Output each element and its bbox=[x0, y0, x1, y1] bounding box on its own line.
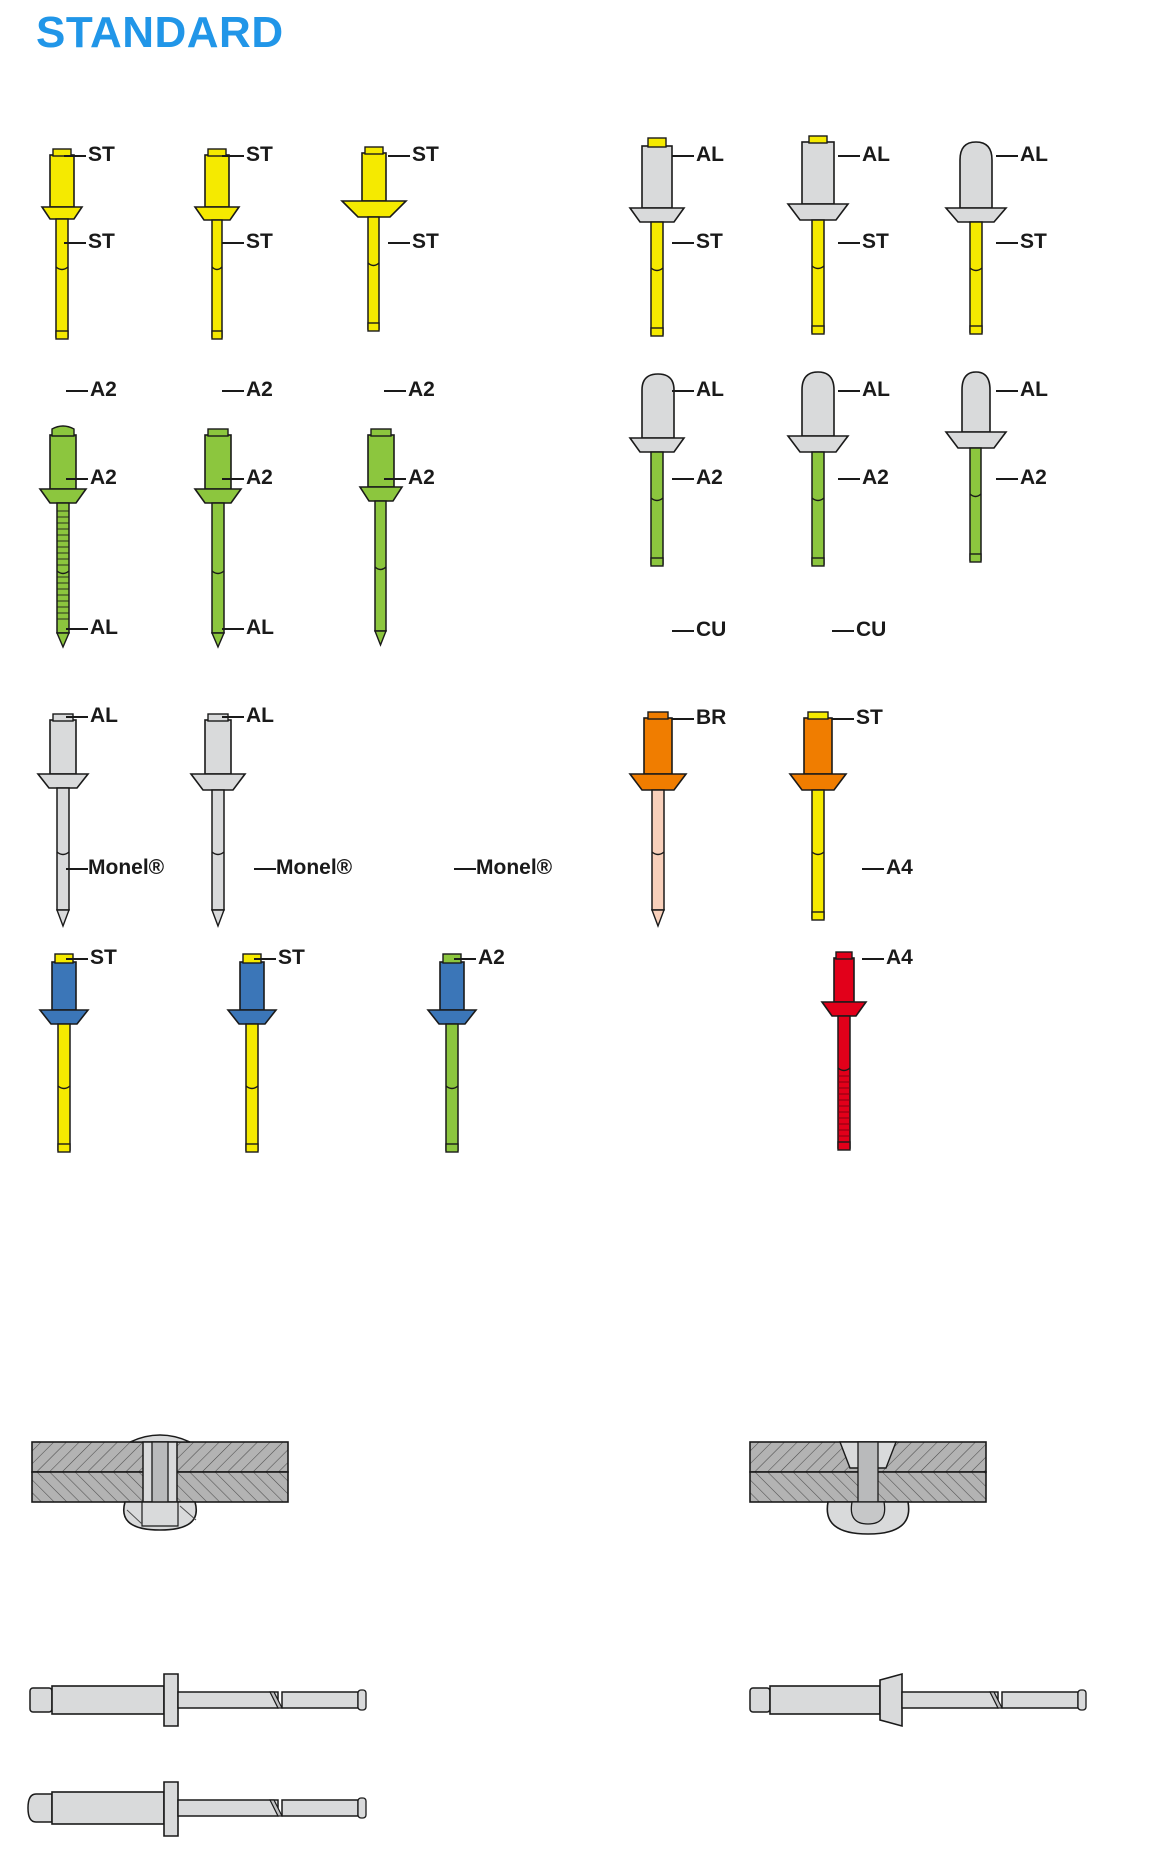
page-title: STANDARD bbox=[36, 8, 284, 57]
label-mandrel-material: ST bbox=[1020, 230, 1047, 253]
label-leader bbox=[384, 478, 406, 480]
label-leader bbox=[672, 630, 694, 632]
label-mandrel-material: ST bbox=[90, 946, 117, 969]
section-view-right bbox=[748, 1440, 998, 1570]
label-leader bbox=[64, 242, 86, 244]
rivet-al-st-dome bbox=[940, 128, 1020, 353]
label-mandrel-material: A2 bbox=[408, 466, 435, 489]
label-body-material: ST bbox=[88, 143, 115, 166]
rivet-monel-st-1 bbox=[30, 940, 100, 1185]
label-body-material: A2 bbox=[408, 378, 435, 401]
label-mandrel-material: ST bbox=[856, 706, 883, 729]
rivet-glyph bbox=[348, 415, 418, 660]
label-leader bbox=[672, 718, 694, 720]
label-leader bbox=[996, 242, 1018, 244]
label-body-material: CU bbox=[696, 618, 727, 641]
rivet-st-st-flat bbox=[185, 135, 255, 350]
label-leader bbox=[862, 868, 884, 870]
label-body-material: AL bbox=[1020, 378, 1048, 401]
label-mandrel-material: BR bbox=[696, 706, 727, 729]
side-elevation-glyph bbox=[28, 1780, 368, 1855]
label-leader bbox=[66, 958, 88, 960]
rivet-glyph bbox=[622, 128, 702, 353]
label-body-material: A4 bbox=[886, 856, 913, 879]
label-body-material: ST bbox=[412, 143, 439, 166]
label-leader bbox=[996, 478, 1018, 480]
label-leader bbox=[454, 868, 476, 870]
rivet-glyph bbox=[30, 700, 100, 945]
rivet-glyph bbox=[940, 360, 1020, 585]
label-mandrel-material: AL bbox=[90, 704, 118, 727]
label-body-material: AL bbox=[1020, 143, 1048, 166]
label-leader bbox=[388, 242, 410, 244]
section-view-left bbox=[30, 1440, 300, 1570]
label-mandrel-material: A2 bbox=[478, 946, 505, 969]
label-body-material: Monel® bbox=[276, 856, 353, 879]
label-leader bbox=[222, 155, 244, 157]
rivet-al-al-1 bbox=[30, 700, 100, 945]
label-mandrel-material: ST bbox=[278, 946, 305, 969]
rivet-al-st-flange bbox=[622, 128, 702, 353]
label-leader bbox=[66, 390, 88, 392]
label-mandrel-material: ST bbox=[246, 230, 273, 253]
label-leader bbox=[66, 628, 88, 630]
label-leader bbox=[66, 478, 88, 480]
label-leader bbox=[222, 478, 244, 480]
rivet-glyph bbox=[940, 128, 1020, 353]
label-body-material: AL bbox=[246, 616, 274, 639]
label-leader bbox=[454, 958, 476, 960]
label-body-material: AL bbox=[862, 143, 890, 166]
rivet-al-a2-flange bbox=[622, 360, 702, 585]
label-leader bbox=[996, 155, 1018, 157]
label-leader bbox=[672, 478, 694, 480]
label-leader bbox=[672, 390, 694, 392]
label-leader bbox=[388, 155, 410, 157]
label-body-material: AL bbox=[862, 378, 890, 401]
rivet-glyph bbox=[782, 360, 862, 585]
label-leader bbox=[384, 390, 406, 392]
label-leader bbox=[996, 390, 1018, 392]
label-mandrel-material: AL bbox=[246, 704, 274, 727]
rivet-glyph bbox=[185, 700, 255, 945]
rivet-glyph bbox=[185, 415, 255, 660]
rivet-al-a2-dome bbox=[782, 360, 862, 585]
rivet-a4-a4 bbox=[810, 940, 890, 1185]
label-leader bbox=[672, 155, 694, 157]
side-elevation-glyph bbox=[28, 1672, 368, 1742]
rivet-a2-a2-smooth bbox=[185, 415, 255, 660]
rivet-glyph bbox=[622, 700, 702, 945]
label-body-material: AL bbox=[90, 616, 118, 639]
label-leader bbox=[222, 390, 244, 392]
label-leader bbox=[222, 242, 244, 244]
rivet-cu-st bbox=[782, 700, 862, 945]
rivet-al-st-flat bbox=[782, 128, 862, 353]
label-mandrel-material: A2 bbox=[246, 466, 273, 489]
label-leader bbox=[832, 630, 854, 632]
rivet-glyph bbox=[782, 700, 862, 945]
side-view-left-dome-head bbox=[28, 1780, 368, 1855]
side-view-left-flat-head bbox=[28, 1672, 368, 1742]
rivet-al-a2-dome-2 bbox=[940, 360, 1020, 585]
rivet-a2-a2-long bbox=[348, 415, 418, 660]
label-mandrel-material: A2 bbox=[862, 466, 889, 489]
label-mandrel-material: ST bbox=[862, 230, 889, 253]
label-body-material: Monel® bbox=[476, 856, 553, 879]
label-leader bbox=[254, 868, 276, 870]
label-body-material: A2 bbox=[246, 378, 273, 401]
rivet-glyph bbox=[185, 135, 255, 350]
rivet-glyph bbox=[30, 940, 100, 1185]
label-mandrel-material: ST bbox=[88, 230, 115, 253]
label-leader bbox=[66, 868, 88, 870]
side-elevation-glyph bbox=[748, 1672, 1088, 1742]
label-leader bbox=[838, 478, 860, 480]
label-leader bbox=[838, 390, 860, 392]
rivet-glyph bbox=[218, 940, 288, 1185]
label-leader bbox=[862, 958, 884, 960]
label-body-material: Monel® bbox=[88, 856, 165, 879]
label-body-material: AL bbox=[696, 378, 724, 401]
rivet-monel-a2 bbox=[418, 940, 488, 1185]
rivet-glyph bbox=[622, 360, 702, 585]
label-leader bbox=[838, 155, 860, 157]
label-body-material: A2 bbox=[90, 378, 117, 401]
label-leader bbox=[64, 155, 86, 157]
rivet-cu-br bbox=[622, 700, 702, 945]
side-view-right-countersunk bbox=[748, 1672, 1088, 1742]
rivet-al-al-2 bbox=[185, 700, 255, 945]
rivet-glyph bbox=[782, 128, 862, 353]
label-leader bbox=[672, 242, 694, 244]
label-mandrel-material: A2 bbox=[1020, 466, 1047, 489]
label-body-material: ST bbox=[246, 143, 273, 166]
label-body-material: AL bbox=[696, 143, 724, 166]
label-mandrel-material: ST bbox=[696, 230, 723, 253]
rivet-monel-st-2 bbox=[218, 940, 288, 1185]
rivet-glyph bbox=[810, 940, 890, 1185]
label-mandrel-material: A2 bbox=[696, 466, 723, 489]
label-mandrel-material: A2 bbox=[90, 466, 117, 489]
label-leader bbox=[838, 242, 860, 244]
label-leader bbox=[66, 716, 88, 718]
rivet-glyph bbox=[418, 940, 488, 1185]
label-mandrel-material: A4 bbox=[886, 946, 913, 969]
label-leader bbox=[254, 958, 276, 960]
label-body-material: CU bbox=[856, 618, 887, 641]
label-leader bbox=[222, 716, 244, 718]
label-leader bbox=[832, 718, 854, 720]
label-leader bbox=[222, 628, 244, 630]
cross-section-glyph bbox=[748, 1440, 998, 1570]
cross-section-glyph bbox=[30, 1440, 300, 1570]
label-mandrel-material: ST bbox=[412, 230, 439, 253]
